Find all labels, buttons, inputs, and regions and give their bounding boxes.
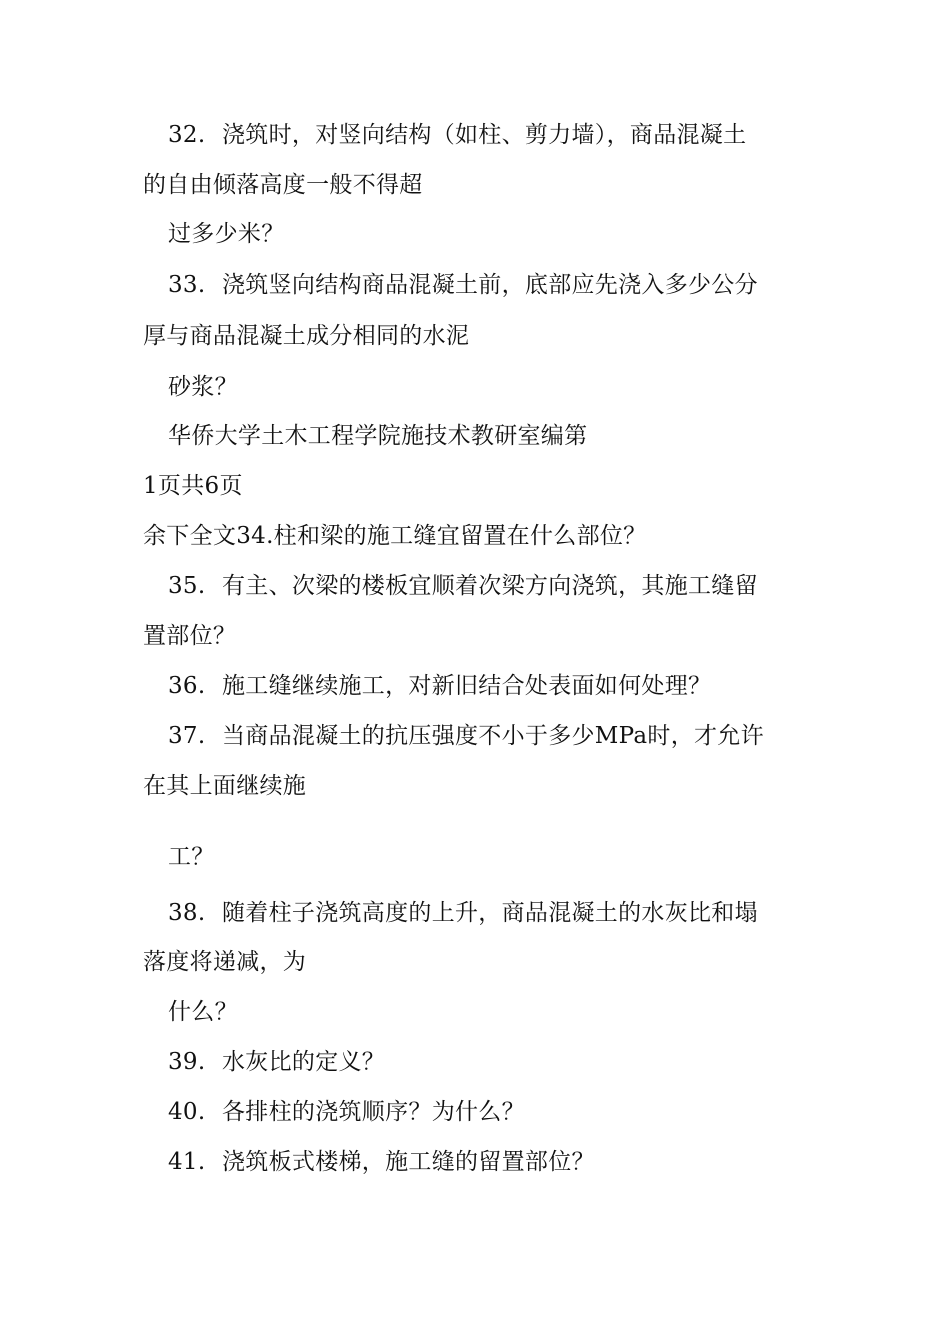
question-text: 置部位？: [143, 623, 237, 649]
question-text: 浇筑板式楼梯，施工缝的留置部位？: [222, 1149, 595, 1175]
question-37-line-1: [168, 721, 764, 751]
question-33-line-2: [143, 321, 469, 351]
question-38-line-3: [168, 997, 238, 1027]
question-text: 施工缝继续施工，对新旧结合处表面如何处理？: [222, 673, 712, 699]
question-39-line-1: [168, 1047, 385, 1077]
question-text: 浇筑竖向结构商品混凝土前，底部应先浇入多少公分: [222, 272, 758, 298]
question-text: 什么？: [168, 999, 238, 1025]
page-number-text: 1页共6页: [143, 473, 243, 499]
question-34-line-1: [143, 521, 646, 551]
question-32-line-2: [143, 170, 423, 200]
question-text: 当商品混凝土的抗压强度不小于多少MPa时，才允许: [222, 723, 764, 749]
question-38-line-1: [168, 898, 758, 928]
question-text: 厚与商品混凝土成分相同的水泥: [143, 323, 470, 349]
question-number: 41.: [168, 1149, 206, 1175]
question-33-line-3: [168, 372, 238, 402]
question-32-line-3: [168, 219, 285, 249]
question-number: 40.: [168, 1099, 206, 1125]
question-number: 33.: [168, 272, 206, 298]
footer-publisher: [168, 421, 587, 451]
question-35-line-2: [143, 621, 236, 651]
question-number: 36.: [168, 673, 206, 699]
question-text: 随着柱子浇筑高度的上升，商品混凝土的水灰比和塌: [222, 900, 758, 926]
question-40-line-1: [168, 1097, 525, 1127]
question-36-line-1: [168, 671, 711, 701]
question-text: 在其上面继续施: [143, 773, 307, 799]
question-text: 水灰比的定义？: [222, 1049, 386, 1075]
question-text: 过多少米？: [168, 221, 285, 247]
question-33-line-1: [168, 270, 758, 300]
question-38-line-2: [143, 947, 306, 977]
footer-text: 华侨大学土木工程学院施技术教研室编第: [168, 423, 588, 449]
question-35-line-1: [168, 571, 758, 601]
question-number: 32.: [168, 122, 206, 148]
question-41-line-1: [168, 1147, 595, 1177]
question-number: 39.: [168, 1049, 206, 1075]
question-number: 35.: [168, 573, 206, 599]
question-number: 38.: [168, 900, 206, 926]
question-text: 砂浆？: [168, 374, 238, 400]
question-text: 落度将递减，为: [143, 949, 307, 975]
question-text: 有主、次梁的楼板宜顺着次梁方向浇筑，其施工缝留: [222, 573, 758, 599]
question-text: 余下全文34.柱和梁的施工缝宜留置在什么部位？: [143, 523, 647, 549]
page-number: [143, 471, 243, 501]
question-number: 37.: [168, 723, 206, 749]
question-text: 工？: [168, 844, 215, 870]
question-text: 的自由倾落高度一般不得超: [143, 172, 423, 198]
question-32-line-1: [168, 120, 746, 150]
question-37-line-2: [143, 771, 306, 801]
question-text: 浇筑时，对竖向结构（如柱、剪力墙），商品混凝土: [222, 122, 747, 148]
question-37-line-3: [168, 842, 215, 872]
question-text: 各排柱的浇筑顺序？为什么？: [222, 1099, 525, 1125]
